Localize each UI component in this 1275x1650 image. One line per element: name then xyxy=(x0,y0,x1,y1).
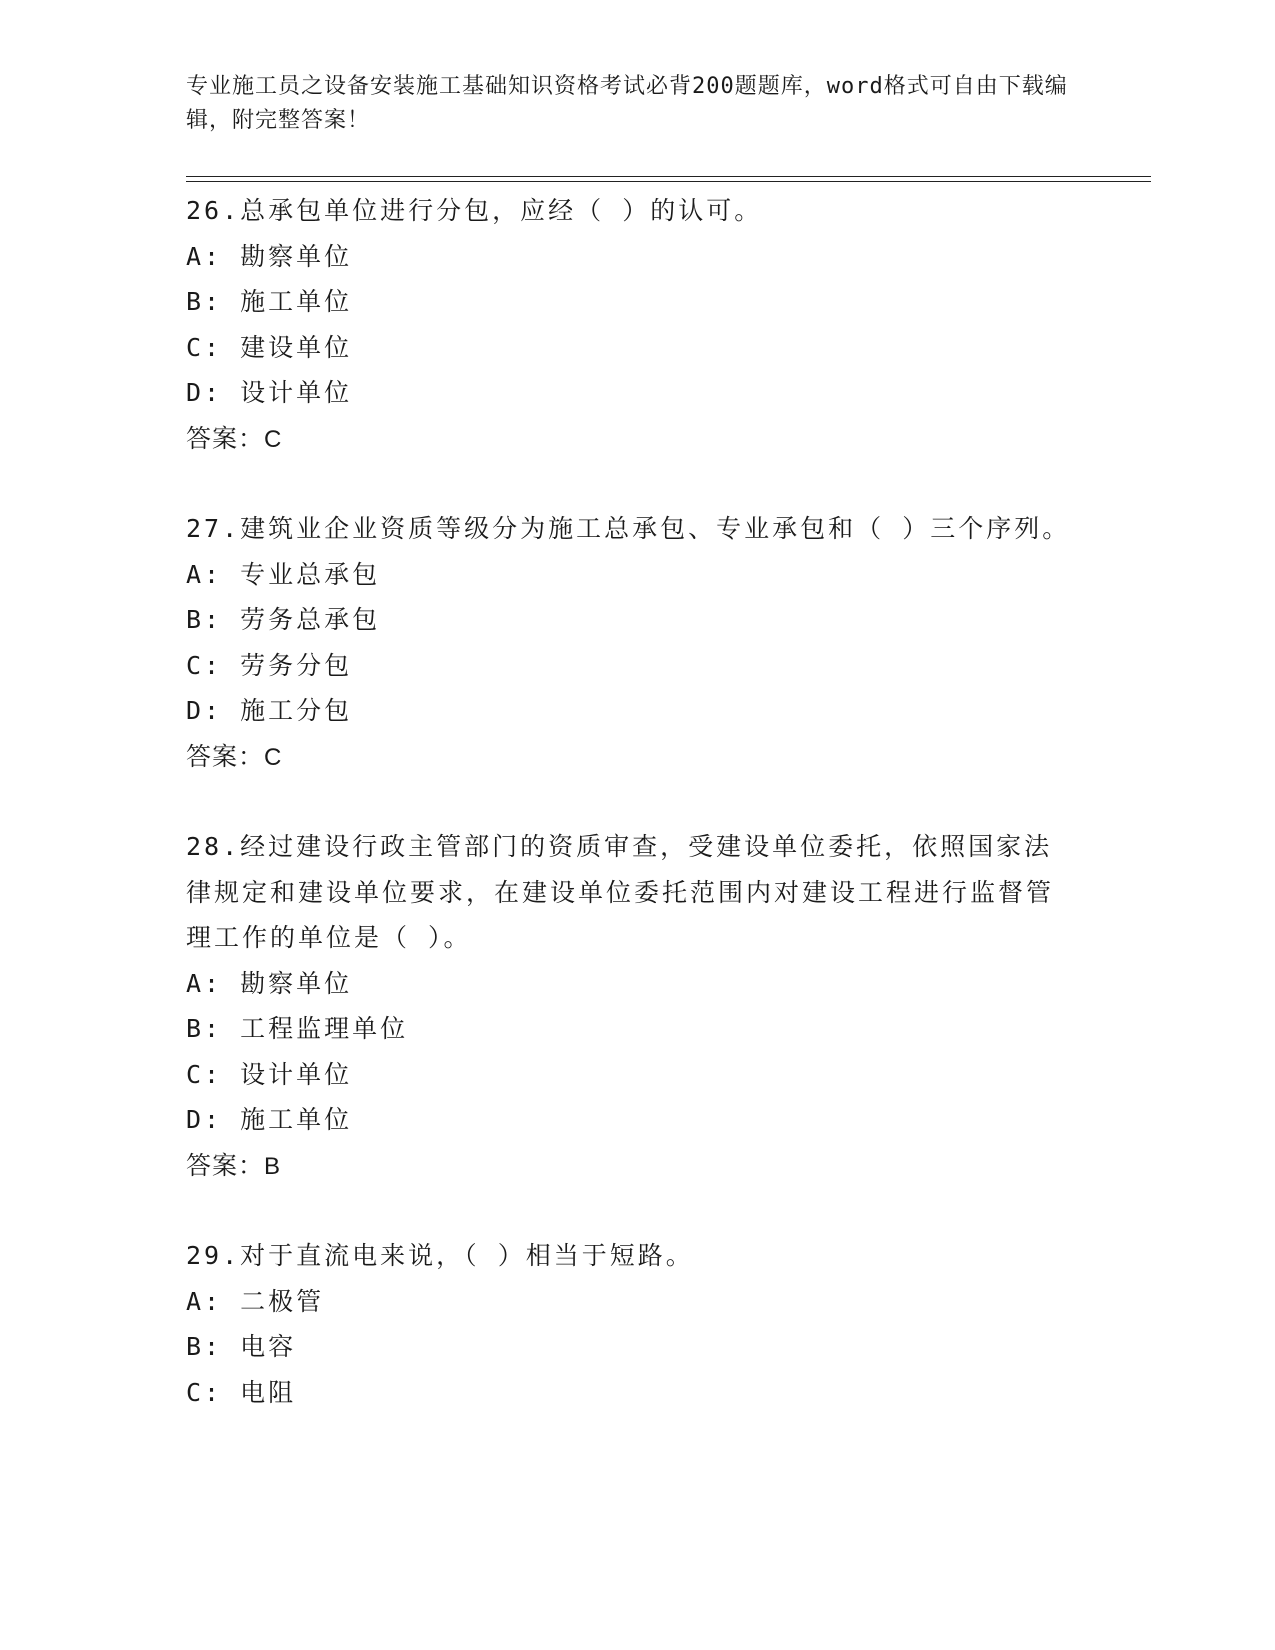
question-stem: 29.对于直流电来说，（ ）相当于短路。 xyxy=(186,1241,694,1270)
option-a: A: 勘察单位 xyxy=(186,968,353,998)
answer-label: 答案： xyxy=(186,423,265,453)
option-c: C: 电阻 xyxy=(186,1377,297,1407)
question-26 xyxy=(186,188,1076,462)
answer-label: 答案： xyxy=(186,741,265,771)
option-d: D: 施工单位 xyxy=(186,1105,353,1134)
option-b: B: 劳务总承包 xyxy=(186,605,381,634)
option-d: D: 施工分包 xyxy=(186,696,353,725)
document-header: 专业施工员之设备安装施工基础知识资格考试必背200题题库，word格式可自由下载编辑，附完整答案！ xyxy=(186,74,1068,133)
header-rule-bottom xyxy=(186,181,1151,182)
option-c: C: 劳务分包 xyxy=(186,650,353,680)
answer-key: B xyxy=(264,1152,282,1180)
option-b: B: 施工单位 xyxy=(186,287,353,316)
option-a: A: 勘察单位 xyxy=(186,241,353,271)
question-27 xyxy=(186,506,1076,780)
answer-key: C xyxy=(264,425,283,453)
option-b: B: 电容 xyxy=(186,1332,297,1361)
answer-line xyxy=(186,416,1076,463)
header-rule-top xyxy=(186,176,1151,177)
answer-key: C xyxy=(264,743,283,771)
answer-label: 答案： xyxy=(186,1150,265,1180)
option-b: B: 工程监理单位 xyxy=(186,1014,409,1043)
answer-line xyxy=(186,1143,1076,1190)
answer-line xyxy=(186,734,1076,781)
option-d: D: 设计单位 xyxy=(186,378,353,407)
option-a: A: 二极管 xyxy=(186,1286,325,1316)
option-a: A: 专业总承包 xyxy=(186,559,381,589)
option-c: C: 设计单位 xyxy=(186,1059,353,1089)
option-c: C: 建设单位 xyxy=(186,332,353,362)
question-stem: 28.经过建设行政主管部门的资质审查，受建设单位委托，依照国家法律规定和建设单位要求，在建设单位委托范围内对建设工程进行监督管理工作的单位是（ ）。 xyxy=(186,832,1055,952)
question-stem: 26.总承包单位进行分包，应经（ ）的认可。 xyxy=(186,196,763,225)
question-28 xyxy=(186,824,1076,1189)
question-stem: 27.建筑业企业资质等级分为施工总承包、专业承包和（ ）三个序列。 xyxy=(186,514,1071,543)
question-list xyxy=(186,188,1076,1459)
question-29 xyxy=(186,1233,1076,1415)
